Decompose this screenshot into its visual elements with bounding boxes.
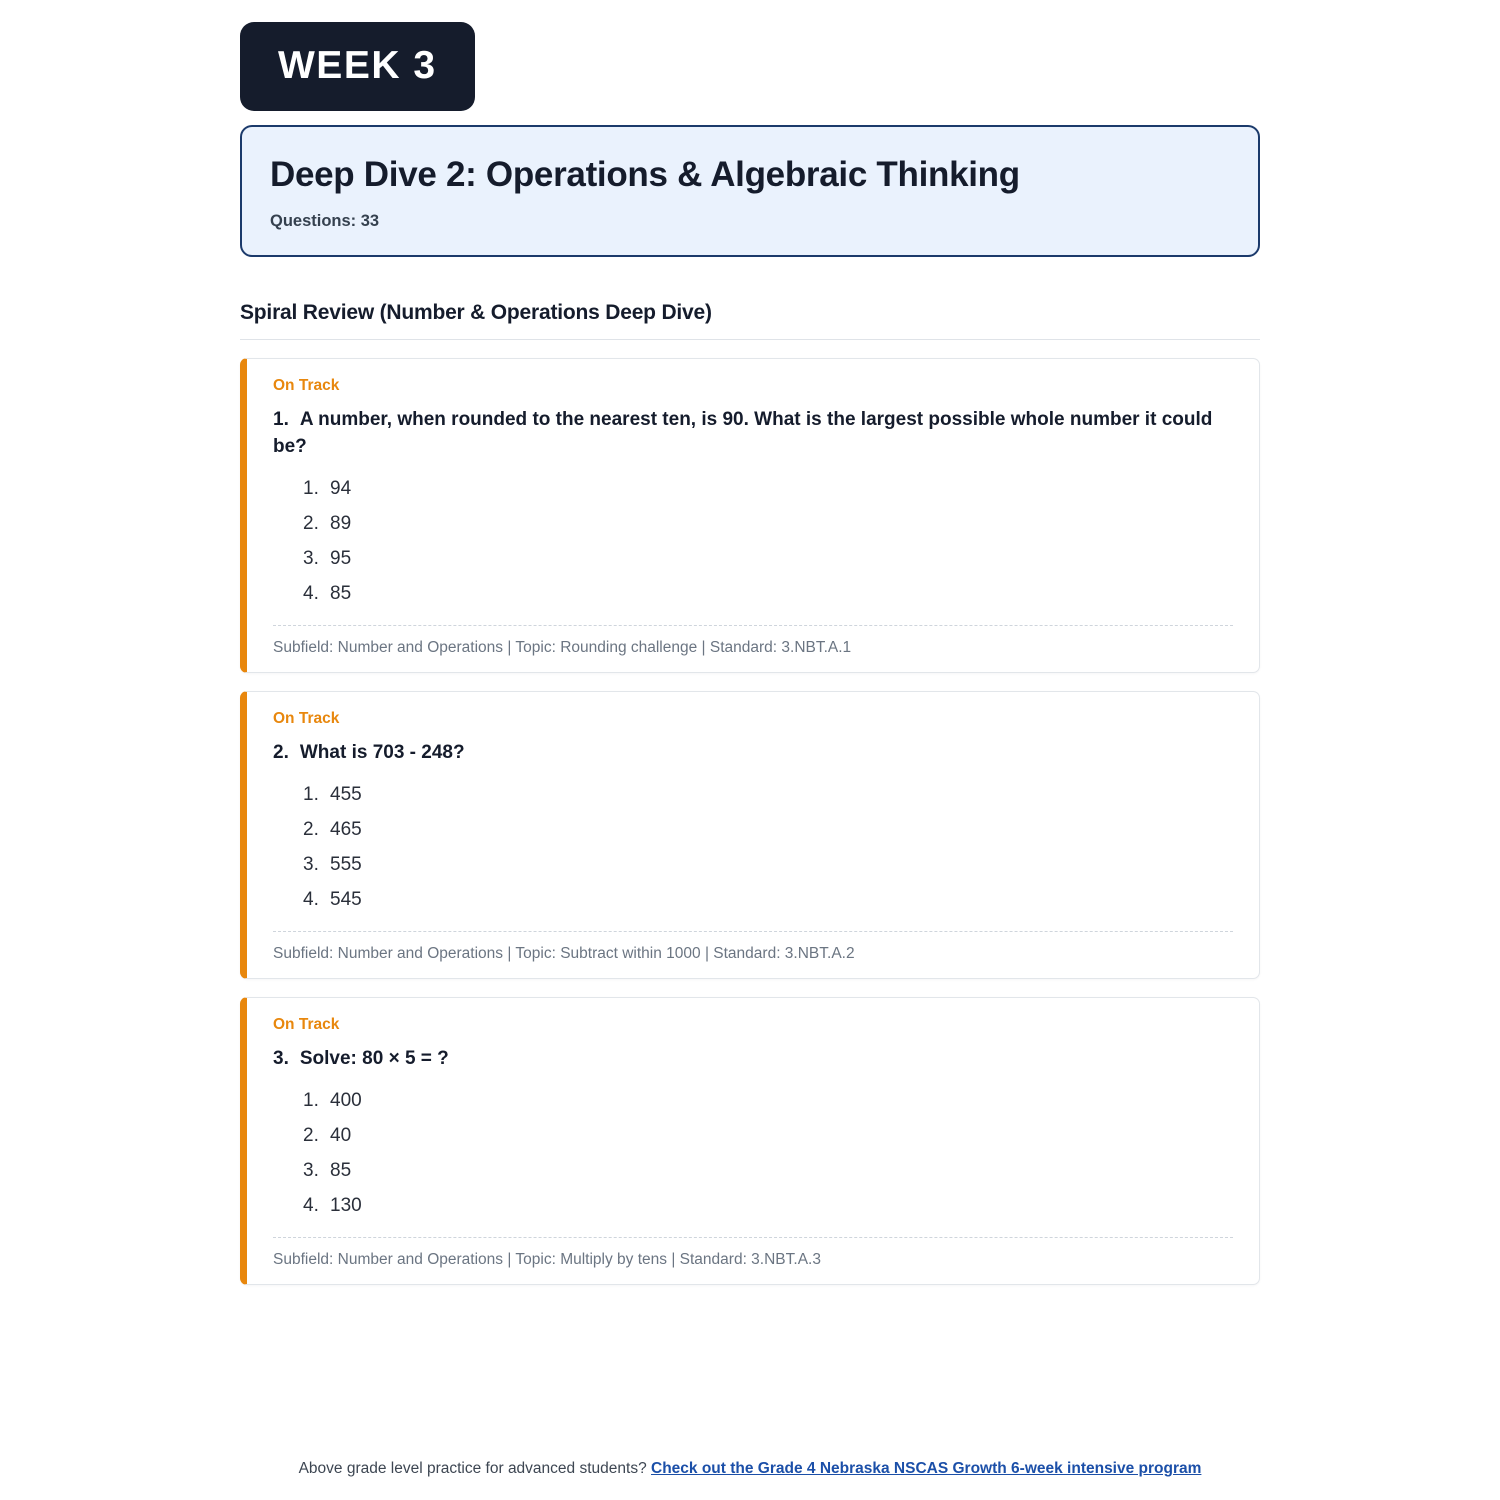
choice-label: 4. [303,582,319,604]
choice-label: 4. [303,888,319,910]
question-text-row [273,740,1233,767]
status-badge: On Track [273,1015,340,1033]
choice-label: 2. [303,818,319,840]
question-meta: Subfield: Number and Operations | Topic: Rounding challenge | Standard: 3.NBT.A.1 [273,625,1233,672]
choice-item[interactable] [303,777,1233,812]
choice-item[interactable] [303,847,1233,882]
choice-item[interactable] [303,1153,1233,1188]
question-number: 3. [273,1047,289,1069]
choice-item[interactable] [303,471,1233,506]
choice-value: 85 [330,1159,352,1181]
status-badge: On Track [273,709,340,727]
choice-label: 3. [303,853,319,875]
choice-value: 85 [330,582,352,604]
question-meta: Subfield: Number and Operations | Topic: Subtract within 1000 | Standard: 3.NBT.A.2 [273,931,1233,978]
choice-value: 130 [330,1194,362,1216]
choice-item[interactable] [303,506,1233,541]
question-text-row [273,1046,1233,1073]
question-card [240,691,1260,979]
question-text-row [273,407,1233,461]
choice-value: 555 [330,853,362,875]
choice-value: 455 [330,783,362,805]
question-meta: Subfield: Number and Operations | Topic: Multiply by tens | Standard: 3.NBT.A.3 [273,1237,1233,1284]
choice-value: 95 [330,547,352,569]
choice-label: 3. [303,547,319,569]
question-number: 1. [273,408,289,430]
choice-label: 1. [303,477,319,499]
section-heading: Spiral Review (Number & Operations Deep Dive) [240,300,712,324]
choice-item[interactable] [303,541,1233,576]
title-card [240,125,1260,257]
choice-value: 465 [330,818,362,840]
worksheet-content [240,0,1260,1285]
question-text: A number, when rounded to the nearest ten, is 90. What is the largest possible whole number it could be? [273,408,1213,457]
choice-item[interactable] [303,1188,1233,1223]
choice-label: 2. [303,512,319,534]
choice-item[interactable] [303,812,1233,847]
question-number: 2. [273,741,289,763]
footer-text: Above grade level practice for advanced students? [298,1460,647,1477]
question-count: Questions: 33 [270,211,380,230]
choice-label: 1. [303,1089,319,1111]
choice-list [273,1083,1233,1223]
choice-list [273,777,1233,917]
question-card [240,997,1260,1285]
choice-label: 4. [303,1194,319,1216]
question-text: Solve: 80 × 5 = ? [299,1047,449,1069]
status-badge: On Track [273,376,340,394]
choice-value: 40 [330,1124,352,1146]
choice-value: 89 [330,512,352,534]
question-text: What is 703 - 248? [299,741,465,763]
choice-item[interactable] [303,1083,1233,1118]
page-title: Deep Dive 2: Operations & Algebraic Thinking [270,155,1020,194]
page-footer [0,1460,1500,1478]
week-badge: WEEK 3 [240,22,475,111]
choice-item[interactable] [303,882,1233,917]
question-card [240,358,1260,673]
footer-link[interactable]: Check out the Grade 4 Nebraska NSCAS Growth 6-week intensive program [651,1460,1202,1477]
choice-item[interactable] [303,1118,1233,1153]
choice-list [273,471,1233,611]
choice-label: 1. [303,783,319,805]
choice-value: 94 [330,477,352,499]
choice-value: 400 [330,1089,362,1111]
choice-label: 3. [303,1159,319,1181]
choice-value: 545 [330,888,362,910]
choice-item[interactable] [303,576,1233,611]
section-divider [240,339,1260,340]
choice-label: 2. [303,1124,319,1146]
